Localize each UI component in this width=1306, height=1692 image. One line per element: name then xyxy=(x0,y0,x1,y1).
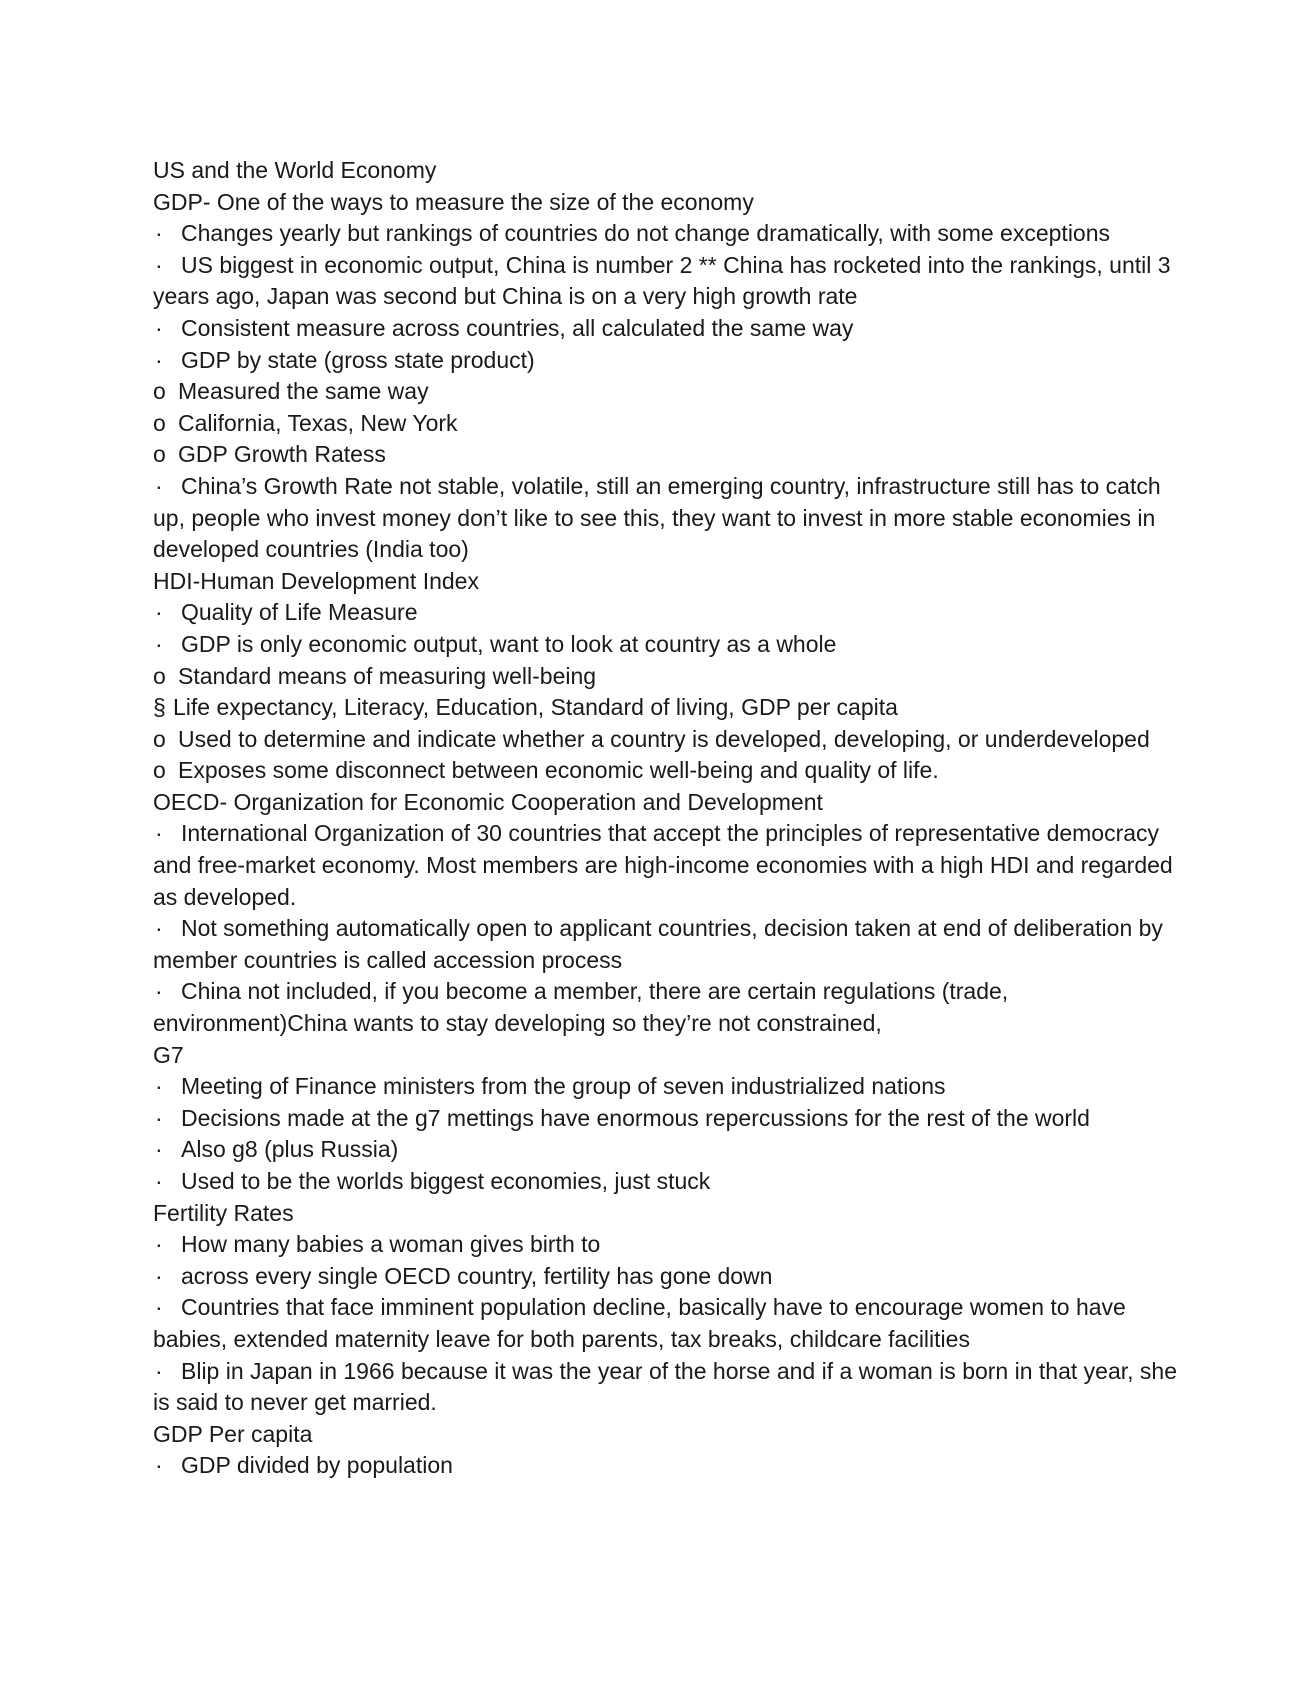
line-text: California, Texas, New York xyxy=(178,409,458,436)
line-text: Fertility Rates xyxy=(153,1199,294,1226)
bullet-item xyxy=(153,1134,1183,1166)
bullet-item xyxy=(153,1261,1183,1293)
line-text: Life expectancy, Literacy, Education, Standard of living, GDP per capita xyxy=(173,694,898,721)
section-heading xyxy=(153,1198,1183,1230)
line-text: Also g8 (plus Russia) xyxy=(181,1136,399,1163)
line-text: Consistent measure across countries, all calculated the same way xyxy=(181,314,854,341)
bullet-item xyxy=(153,1356,1183,1419)
line-text: Used to determine and indicate whether a country is developed, developing, or underdeveloped xyxy=(178,725,1150,752)
bullet-marker: · xyxy=(155,599,163,626)
line-text: GDP by state (gross state product) xyxy=(181,346,535,373)
sub-bullet-item xyxy=(153,408,1183,440)
line-text: Standard means of measuring well-being xyxy=(178,662,597,689)
bullet-item xyxy=(153,1229,1183,1261)
bullet-item xyxy=(153,1166,1183,1198)
bullet-marker: · xyxy=(155,1104,163,1131)
bullet-marker: · xyxy=(155,472,163,499)
line-text: How many babies a woman gives birth to xyxy=(181,1231,601,1258)
bullet-marker: o xyxy=(153,441,166,468)
bullet-item xyxy=(153,597,1183,629)
sub-bullet-item xyxy=(153,376,1183,408)
bullet-marker: · xyxy=(155,915,163,942)
section-heading xyxy=(153,187,1183,219)
line-text: HDI-Human Development Index xyxy=(153,567,479,594)
line-text: GDP Per capita xyxy=(153,1420,313,1447)
bullet-item xyxy=(153,913,1183,976)
line-text: Used to be the worlds biggest economies, just stuck xyxy=(181,1168,711,1194)
bullet-marker: · xyxy=(155,251,163,278)
bullet-marker: o xyxy=(153,378,166,405)
bullet-marker: · xyxy=(155,1262,163,1289)
line-text: China’s Growth Rate not stable, volatile, still an emerging country, infrastructure still has to catch up, people who invest money don’t like to see this, they want to invest in more stable economies in developed countries (India too) xyxy=(153,472,1161,563)
line-text: China not included, if you become a member, there are certain regulations (trade, environment)China wants to stay developing so they’re not constrained, xyxy=(153,978,1009,1037)
bullet-marker: · xyxy=(155,314,163,341)
bullet-item xyxy=(153,1103,1183,1135)
bullet-item xyxy=(153,313,1183,345)
sub-bullet-item xyxy=(153,661,1183,693)
line-text: Decisions made at the g7 mettings have enormous repercussions for the rest of the world xyxy=(181,1104,1090,1131)
line-text: Countries that face imminent population decline, basically have to encourage women to have babies, extended maternity leave for both parents, tax breaks, childcare facilities xyxy=(153,1294,1126,1352)
bullet-marker: § xyxy=(153,694,166,721)
section-heading xyxy=(153,566,1183,598)
line-text: Quality of Life Measure xyxy=(181,599,418,626)
sub-bullet-item xyxy=(153,439,1183,471)
bullet-item xyxy=(153,218,1183,250)
bullet-item xyxy=(153,471,1183,566)
bullet-marker: · xyxy=(155,1168,163,1194)
document-body xyxy=(153,155,1183,1482)
line-text: Exposes some disconnect between economic well-being and quality of life. xyxy=(178,757,939,784)
bullet-item xyxy=(153,976,1183,1039)
bullet-item xyxy=(153,818,1183,913)
line-text: US biggest in economic output, China is number 2 ** China has rocketed into the rankings, until 3 years ago, Japan was second but China is on a very high growth rate xyxy=(153,251,1171,310)
bullet-marker: · xyxy=(155,630,163,657)
line-text: GDP is only economic output, want to look at country as a whole xyxy=(181,630,837,657)
bullet-marker: · xyxy=(155,978,163,1005)
bullet-marker: · xyxy=(155,820,163,847)
line-text: GDP- One of the ways to measure the size of the economy xyxy=(153,188,754,215)
bullet-item xyxy=(153,250,1183,313)
bullet-item xyxy=(153,1450,1183,1482)
line-text: Changes yearly but rankings of countries do not change dramatically, with some exceptions xyxy=(181,220,1111,247)
line-text: Blip in Japan in 1966 because it was the year of the horse and if a woman is born in that year, she is said to never get married. xyxy=(153,1357,1177,1416)
bullet-item xyxy=(153,1071,1183,1103)
document-lines xyxy=(153,187,1183,1482)
line-text: Measured the same way xyxy=(178,378,429,405)
line-text: GDP divided by population xyxy=(181,1452,453,1479)
line-text: Not something automatically open to applicant countries, decision taken at end of deliberation by member countries is called accession process xyxy=(153,915,1163,973)
bullet-marker: · xyxy=(155,346,163,373)
sub-bullet-item xyxy=(153,724,1183,756)
bullet-marker: o xyxy=(153,409,166,436)
line-text: Meeting of Finance ministers from the group of seven industrialized nations xyxy=(181,1073,946,1100)
bullet-marker: o xyxy=(153,757,166,784)
bullet-marker: · xyxy=(155,1357,163,1384)
bullet-item xyxy=(153,1292,1183,1355)
sub-bullet-item xyxy=(153,755,1183,787)
line-text: OECD- Organization for Economic Cooperation and Development xyxy=(153,788,823,815)
sub-sub-bullet-item xyxy=(153,692,1183,724)
bullet-marker: · xyxy=(155,1073,163,1100)
bullet-marker: o xyxy=(153,662,166,689)
document-title: US and the World Economy xyxy=(153,157,437,183)
bullet-marker: o xyxy=(153,725,166,752)
line-text: across every single OECD country, fertility has gone down xyxy=(181,1262,773,1289)
line-text: International Organization of 30 countries that accept the principles of representative democracy and free-market economy. Most members are high-income economies with a high HDI and regarded as developed. xyxy=(153,820,1173,910)
line-text: GDP Growth Ratess xyxy=(178,441,386,468)
bullet-marker: · xyxy=(155,1452,163,1479)
bullet-marker: · xyxy=(155,1231,163,1258)
bullet-marker: · xyxy=(155,1294,163,1321)
bullet-marker: · xyxy=(155,220,163,247)
bullet-item xyxy=(153,345,1183,377)
bullet-item xyxy=(153,629,1183,661)
section-heading xyxy=(153,1419,1183,1451)
bullet-marker: · xyxy=(155,1136,163,1163)
section-heading xyxy=(153,787,1183,819)
line-text: G7 xyxy=(153,1041,184,1068)
section-heading xyxy=(153,1040,1183,1072)
